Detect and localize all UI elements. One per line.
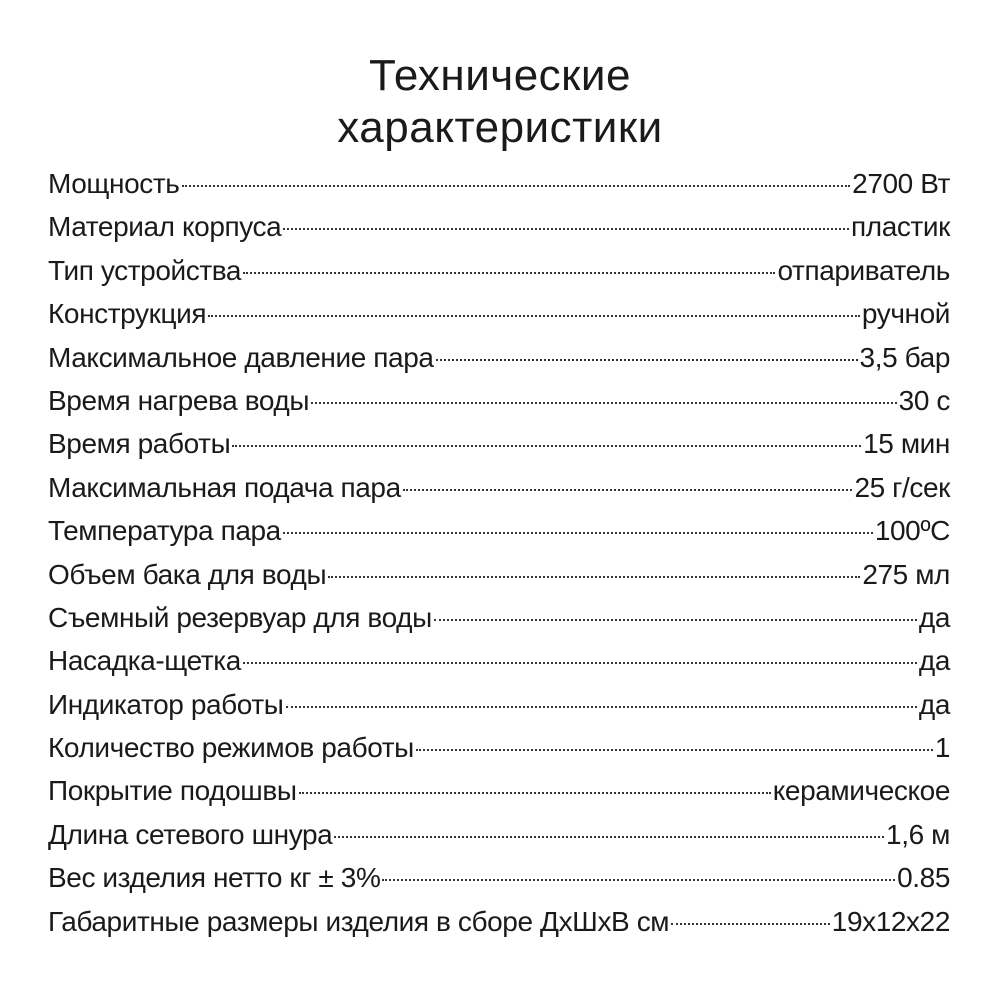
spec-row-device-type — [48, 249, 950, 292]
spec-value: 3,5 бар — [859, 341, 950, 373]
spec-value: 15 мин — [863, 428, 950, 460]
spec-row-operating-time — [48, 422, 950, 465]
spec-label: Объем бака для воды — [48, 558, 327, 590]
spec-value: 19x12x22 — [831, 905, 950, 937]
spec-label: Максимальная подача пара — [48, 471, 401, 503]
spec-label: Индикатор работы — [48, 688, 284, 720]
title-line-2: характеристики — [337, 103, 663, 152]
dot-leader — [286, 706, 917, 708]
spec-label: Насадка-щетка — [48, 645, 241, 677]
spec-row-brush-attachment — [48, 639, 950, 682]
spec-label: Время нагрева воды — [48, 384, 310, 416]
spec-value: 25 г/сек — [854, 471, 950, 503]
spec-row-power — [48, 162, 950, 205]
spec-value: керамическое — [772, 775, 950, 807]
dot-leader — [232, 445, 861, 447]
spec-value: ручной — [861, 298, 950, 330]
spec-row-soleplate-coating — [48, 769, 950, 812]
dot-leader — [283, 228, 849, 230]
spec-row-net-weight — [48, 856, 950, 899]
spec-value: отпариватель — [777, 254, 950, 286]
spec-value: 2700 Вт — [852, 168, 950, 199]
spec-value: 275 мл — [862, 558, 950, 590]
spec-value: 0.85 — [897, 862, 950, 894]
spec-row-operation-indicator — [48, 683, 950, 726]
spec-label: Покрытие подошвы — [48, 775, 297, 807]
spec-value: 1,6 м — [886, 818, 950, 850]
spec-row-cord-length — [48, 813, 950, 856]
dot-leader — [299, 792, 771, 794]
spec-label: Конструкция — [48, 298, 207, 330]
dot-leader — [671, 923, 830, 925]
spec-row-max-steam-output — [48, 466, 950, 509]
spec-row-removable-tank — [48, 596, 950, 639]
spec-label: Мощность — [48, 168, 180, 199]
dot-leader — [436, 359, 858, 361]
spec-value: 1 — [934, 732, 950, 764]
dot-leader — [182, 185, 851, 187]
spec-value: 30 с — [898, 384, 950, 416]
spec-value: да — [918, 601, 950, 633]
dot-leader — [416, 749, 933, 751]
spec-list — [48, 162, 950, 943]
dot-leader — [311, 402, 897, 404]
spec-value: да — [918, 688, 950, 720]
spec-row-heat-up-time — [48, 379, 950, 422]
spec-row-steam-temperature — [48, 509, 950, 552]
spec-label: Длина сетевого шнура — [48, 818, 333, 850]
dot-leader — [283, 532, 873, 534]
spec-value: да — [918, 645, 950, 677]
spec-label: Съемный резервуар для воды — [48, 601, 432, 633]
dot-leader — [328, 576, 860, 578]
spec-row-mode-count — [48, 726, 950, 769]
spec-label: Тип устройства — [48, 254, 242, 286]
dot-leader — [403, 489, 853, 491]
spec-label: Максимальное давление пара — [48, 341, 434, 373]
spec-label: Вес изделия нетто кг ± 3% — [48, 862, 381, 894]
dot-leader — [382, 879, 895, 881]
spec-label: Температура пара — [48, 515, 281, 547]
spec-row-dimensions — [48, 900, 950, 943]
dot-leader — [208, 315, 860, 317]
spec-label: Количество режимов работы — [48, 732, 414, 764]
spec-label: Материал корпуса — [48, 211, 282, 243]
spec-value: пластик — [851, 211, 950, 243]
spec-row-construction — [48, 292, 950, 335]
dot-leader — [243, 662, 917, 664]
spec-label: Габаритные размеры изделия в сборе ДхШхВ см — [48, 905, 670, 937]
spec-row-tank-volume — [48, 553, 950, 596]
spec-row-max-steam-pressure — [48, 336, 950, 379]
spec-row-body-material — [48, 205, 950, 248]
page-title — [0, 50, 1000, 154]
title-line-1: Технические — [369, 51, 631, 100]
dot-leader — [434, 619, 917, 621]
spec-label: Время работы — [48, 428, 231, 460]
spec-value: 100ºC — [874, 515, 950, 547]
dot-leader — [243, 272, 775, 274]
dot-leader — [334, 836, 884, 838]
